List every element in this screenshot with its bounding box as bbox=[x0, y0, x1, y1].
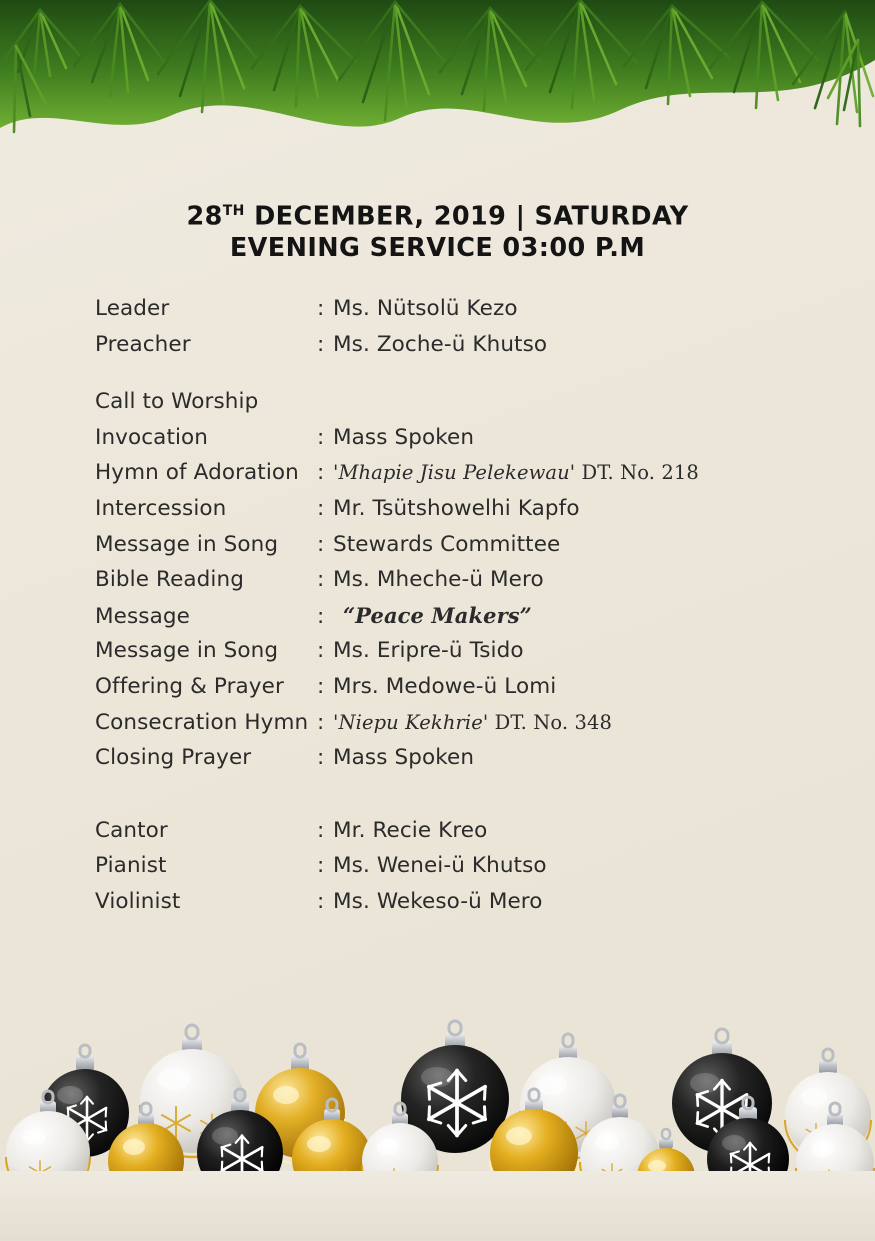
row-label: Message in Song bbox=[95, 531, 279, 557]
list-item bbox=[95, 638, 795, 674]
row-colon: : bbox=[317, 296, 325, 321]
list-item bbox=[95, 332, 795, 368]
list-item bbox=[95, 818, 795, 854]
row-colon: : bbox=[317, 603, 325, 629]
list-item bbox=[95, 710, 795, 746]
list-item bbox=[95, 496, 795, 532]
list-item bbox=[95, 853, 795, 889]
row-value: Mass Spoken bbox=[333, 424, 475, 450]
service-date-line bbox=[0, 196, 875, 233]
list-item bbox=[95, 567, 795, 603]
row-colon: : bbox=[317, 531, 325, 557]
row-colon: : bbox=[317, 817, 325, 843]
list-item bbox=[95, 296, 795, 332]
date-day: 28 bbox=[186, 201, 223, 232]
row-value: Mr. Recie Kreo bbox=[333, 817, 488, 843]
row-label: Leader bbox=[95, 296, 170, 321]
row-label: Bible Reading bbox=[95, 567, 244, 593]
row-value: Mrs. Medowe-ü Lomi bbox=[333, 673, 557, 699]
hymn-ref: DT. No. 348 bbox=[488, 710, 613, 734]
row-value: Ms. Zoche-ü Khutso bbox=[333, 331, 548, 357]
date-rest: DECEMBER, 2019 | SATURDAY bbox=[244, 201, 689, 232]
row-label: Closing Prayer bbox=[95, 745, 252, 771]
row-value: Ms. Nütsolü Kezo bbox=[333, 296, 518, 321]
row-label: Invocation bbox=[95, 424, 209, 450]
row-label: Pianist bbox=[95, 853, 167, 879]
sermon-theme: “Peace Makers” bbox=[343, 602, 532, 628]
list-item bbox=[95, 425, 795, 461]
hymn-ref: DT. No. 218 bbox=[575, 461, 699, 485]
list-item bbox=[95, 389, 795, 425]
date-suffix: TH bbox=[222, 203, 245, 219]
row-value: Mr. Tsütshowelhi Kapfo bbox=[333, 495, 580, 521]
row-colon: : bbox=[317, 709, 325, 735]
list-item bbox=[95, 889, 795, 925]
row-colon: : bbox=[317, 888, 325, 914]
row-value: Mass Spoken bbox=[333, 745, 475, 771]
row-colon: : bbox=[317, 495, 325, 521]
christmas-ornaments-icon bbox=[0, 981, 875, 1241]
list-item bbox=[95, 603, 795, 639]
row-label: Hymn of Adoration bbox=[95, 460, 299, 486]
row-label: Cantor bbox=[95, 817, 168, 843]
row-colon: : bbox=[317, 673, 325, 699]
row-colon: : bbox=[317, 460, 325, 486]
list-item bbox=[95, 460, 795, 496]
row-value: Ms. Mheche-ü Mero bbox=[333, 567, 544, 593]
hymn-title: 'Niepu Kekhrie' bbox=[333, 710, 489, 734]
row-value bbox=[333, 461, 699, 484]
row-label: Preacher bbox=[95, 331, 191, 357]
list-item bbox=[95, 745, 795, 781]
service-time-line: EVENING SERVICE 03:00 P.M bbox=[229, 232, 646, 263]
row-label: Message bbox=[95, 603, 190, 629]
row-value: Ms. Wenei-ü Khutso bbox=[333, 853, 547, 879]
row-label: Offering & Prayer bbox=[95, 673, 284, 699]
row-colon: : bbox=[317, 745, 325, 771]
program-list bbox=[95, 296, 795, 925]
row-label: Consecration Hymn bbox=[95, 709, 309, 735]
row-value: Stewards Committee bbox=[333, 531, 561, 557]
row-colon: : bbox=[317, 424, 325, 450]
row-label: Violinist bbox=[95, 888, 181, 914]
row-value bbox=[333, 711, 612, 734]
list-item bbox=[95, 674, 795, 710]
row-value: Ms. Eripre-ü Tsido bbox=[333, 638, 524, 664]
page-title bbox=[0, 196, 875, 264]
list-item bbox=[95, 532, 795, 568]
row-colon: : bbox=[317, 853, 325, 879]
row-value: Ms. Wekeso-ü Mero bbox=[333, 888, 543, 914]
pine-branches-icon bbox=[0, 0, 875, 175]
row-label: Message in Song bbox=[95, 638, 279, 664]
row-colon: : bbox=[317, 331, 325, 357]
row-colon: : bbox=[317, 638, 325, 664]
row-colon: : bbox=[317, 567, 325, 593]
hymn-title: 'Mhapie Jisu Pelekewau' bbox=[333, 461, 576, 485]
row-label: Intercession bbox=[95, 495, 227, 521]
row-label: Call to Worship bbox=[95, 389, 259, 415]
